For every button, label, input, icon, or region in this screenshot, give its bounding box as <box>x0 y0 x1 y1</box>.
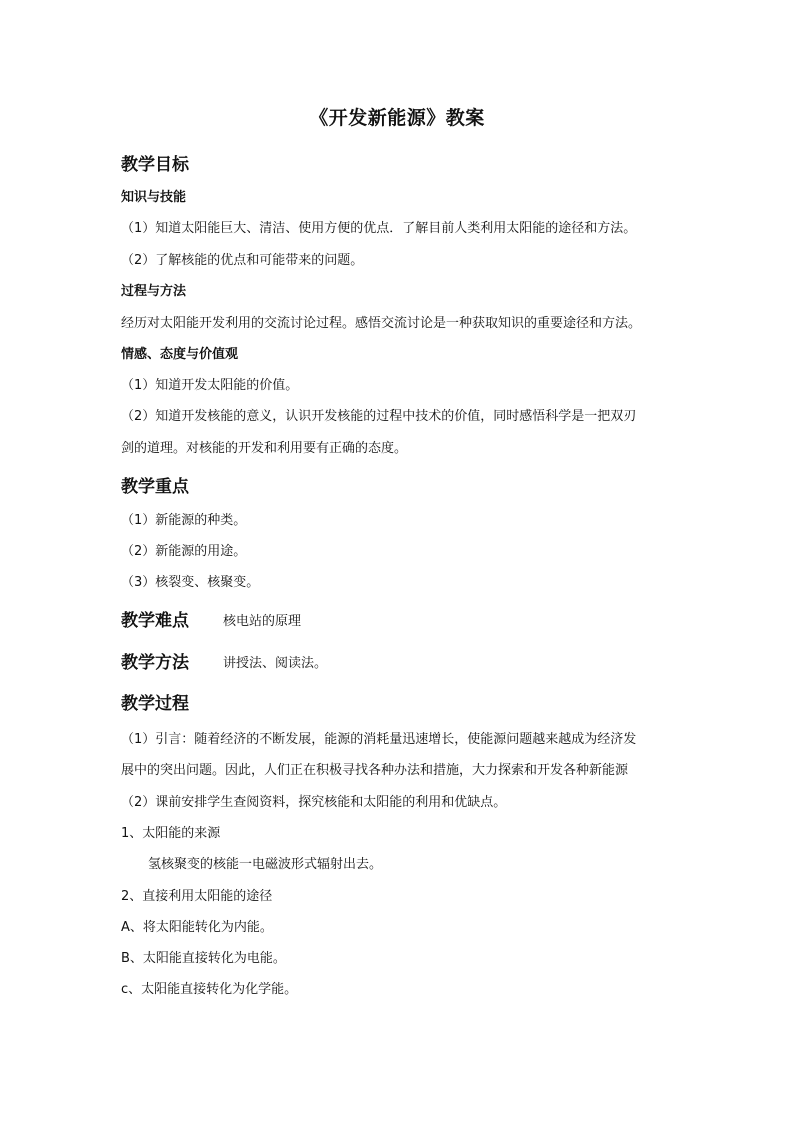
process-line-6: 2、直接利用太阳能的途径 <box>121 889 273 904</box>
process-line-5: 氢核聚变的核能一电磁波形式辐射出去。 <box>148 857 383 872</box>
teaching-process-heading: 教学过程 <box>121 694 189 714</box>
process-line-1: （1）引言：随着经济的不断发展，能源的消耗量迅速增长，使能源问题越来越成为经济发 <box>121 732 637 747</box>
methods-heading: 教学方法 <box>121 653 189 673</box>
knowledge-heading: 知识与技能 <box>121 190 187 205</box>
emotion-heading: 情感、态度与价值观 <box>121 347 239 362</box>
objectives-heading: 教学目标 <box>121 155 189 175</box>
knowledge-item-2: （2）了解核能的优点和可能带来的问题。 <box>121 253 364 268</box>
methods-value: 讲授法、阅读法。 <box>223 656 328 671</box>
process-line-8: B、太阳能直接转化为电能。 <box>121 951 286 966</box>
page-title: 《开发新能源》教案 <box>309 107 485 129</box>
difficulty-heading: 教学难点 <box>121 611 189 631</box>
process-method-heading: 过程与方法 <box>121 284 187 299</box>
process-line-9: c、太阳能直接转化为化学能。 <box>121 982 298 997</box>
key-points-heading: 教学重点 <box>121 477 189 497</box>
emotion-item-2-cont: 剑的道理。对核能的开发和利用要有正确的态度。 <box>121 441 408 456</box>
process-line-4: 1、太阳能的来源 <box>121 826 221 841</box>
key-point-3: （3）核裂变、核聚变。 <box>121 575 260 590</box>
process-line-3: （2）课前安排学生查阅资料，探究核能和太阳能的利用和优缺点。 <box>121 795 507 810</box>
process-method-text: 经历对太阳能开发利用的交流讨论过程。感悟交流讨论是一种获取知识的重要途径和方法。 <box>121 316 642 331</box>
difficulty-value: 核电站的原理 <box>223 614 302 629</box>
knowledge-item-1: （1）知道太阳能巨大、清洁、使用方便的优点．了解目前人类利用太阳能的途径和方法。 <box>121 221 637 236</box>
process-line-2: 展中的突出问题。因此，人们正在积极寻找各种办法和措施，大力探索和开发各种新能源 <box>121 763 629 778</box>
emotion-item-2: （2）知道开发核能的意义，认识开发核能的过程中技术的价值，同时感悟科学是一把双刃 <box>121 409 637 424</box>
process-line-7: A、将太阳能转化为内能。 <box>121 920 273 935</box>
key-point-1: （1）新能源的种类。 <box>121 513 247 528</box>
key-point-2: （2）新能源的用途。 <box>121 544 247 559</box>
emotion-item-1: （1）知道开发太阳能的价值。 <box>121 378 299 393</box>
